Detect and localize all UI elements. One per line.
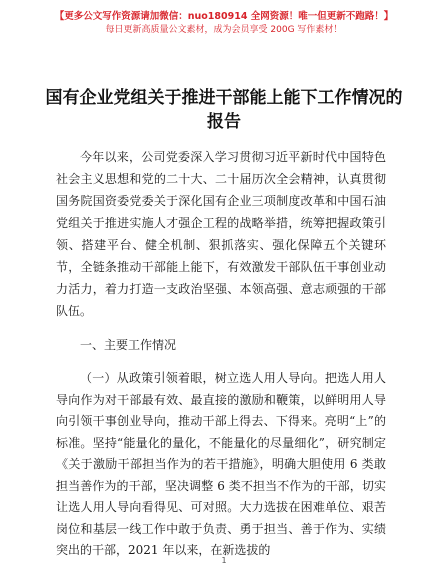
- promo-banner-line2: 每日更新高质量公文素材，成为会员享受 200G 写作素材！: [105, 25, 343, 35]
- promo-banner: [0, 10, 448, 37]
- page-number: 1: [221, 556, 227, 565]
- document-body: [56, 146, 386, 562]
- promo-banner-line1: 【更多公文写作资源请加微信：nuo180914 全网资源！唯一但更新不跑路！】: [54, 11, 394, 22]
- subsection-paragraph: （一）从政策引领着眼，树立选人用人导向。把选人用人导向作为对干部最有效、最直接的激励和鞭策，以鲜明用人导向引领干事创业导向，推动干部上得去、下得来。亮明“上”的标准。坚持“能量化的量化，不能量化的尽量细化”，研究制定《关于激励干部担当作为的若干措施》，明确大胆使用 6 类敢担当善作为的干部，坚决调整 6 类不担当不作为的干部，切实让选人用人导向看得见、可对照。大力选拔在困难单位、艰苦岗位和基层一线工作中敢于负责、勇于担当、善于作为、实绩突出的干部，2021 年以来，在新选拔的: [56, 371, 386, 557]
- intro-paragraph: 今年以来，公司党委深入学习贯彻习近平新时代中国特色社会主义思想和党的二十大、二十届历次全会精神，认真贯彻国务院国资委党委关于深化国有企业三项制度改革和中国石油党组关于推进实施人才强企工程的战略举措，统筹把握政策引领、搭建平台、健全机制、狠抓落实、强化保障五个关键环节，全链条推动干部能上能下，有效激发干部队伍干事创业动力活力，着力打造一支政治坚强、本领高强、意志顽强的干部队伍。: [56, 150, 386, 318]
- document-title: 国有企业党组关于推进干部能上能下工作情况的报告: [45, 88, 403, 132]
- section-heading: 一、主要工作情况: [80, 338, 177, 352]
